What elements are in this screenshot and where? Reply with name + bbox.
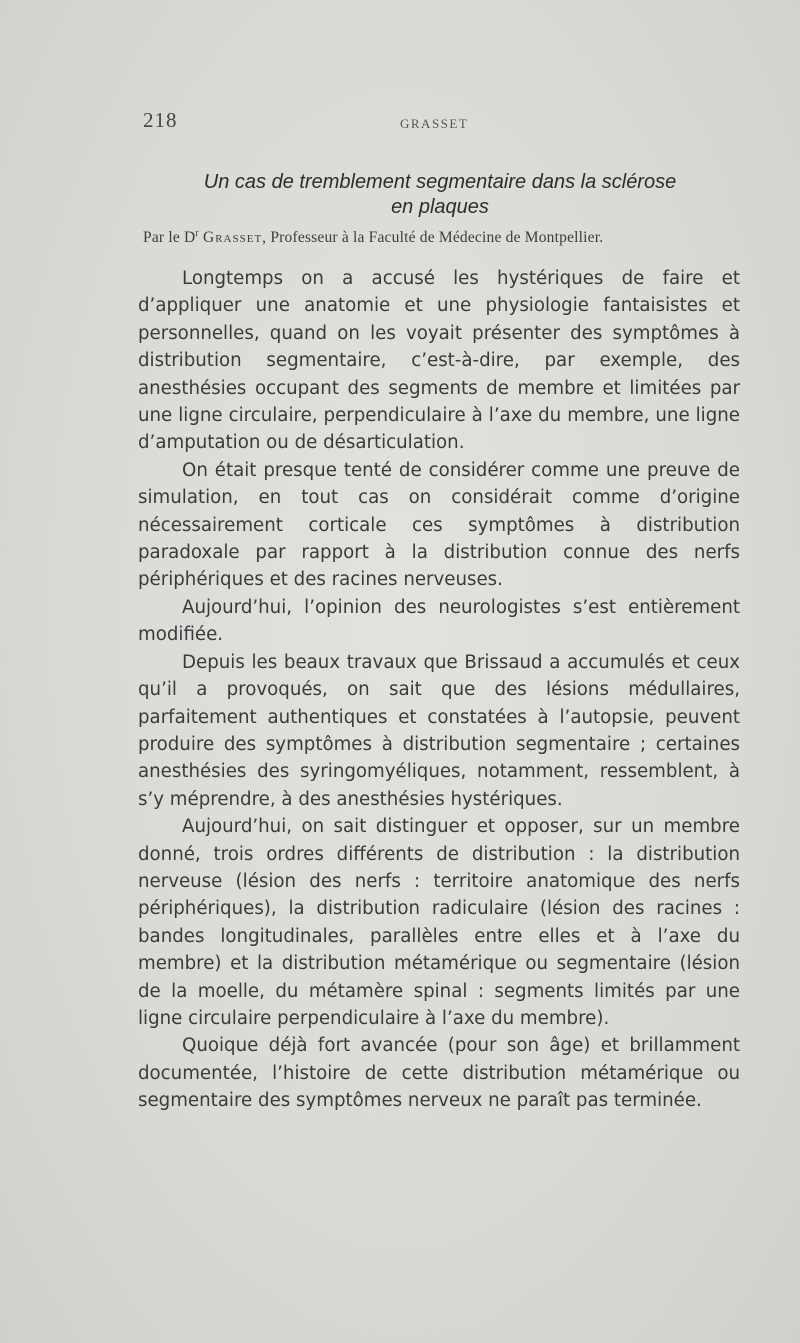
byline-affiliation: , Professeur à la Faculté de Médecine de Montpellier. [262,229,604,247]
paragraph: Longtemps on a accusé les hystériques de faire et d’appliquer une anatomie et une physiologie fantaisistes et personnelles, quand on les voyait présenter des symptômes à distribution segmentaire, c’est-à-dire, par exemple, des anesthésies occupant des segments de membre et limitées par une ligne circulaire, perpendiculaire à l’axe du membre, une ligne d’amputation ou de désarticulation. [138,268,740,454]
running-title: GRASSET [400,116,469,131]
running-head [143,108,743,134]
article-title-line-2: en plaques [391,196,489,218]
paragraph: Aujourd’hui, on sait distinguer et opposer, sur un membre donné, trois ordres différents de distribution : la distribution nerveuse (lésion des nerfs : territoire anatomique des nerfs périphériques), la distribution radiculaire (lésion des racines : bandes longitudinales, parallèles entre elles et à l’axe du membre) et la distribution métamérique ou segmentaire (lésion de la moelle, du métamère spinal : segments limités par une ligne circulaire perpendiculaire à l’axe du membre). [138,816,740,1029]
byline-superscript: r [195,228,199,239]
page-number: 218 [143,108,178,132]
article-body [138,265,740,1115]
paragraph: On était presque tenté de considérer comme une preuve de simulation, en tout cas on considérait comme d’origine nécessairement corticale ces symptômes à distribution paradoxale par rapport à la distribution connue des nerfs périphériques et des racines nerveuses. [138,459,740,591]
paragraph: Quoique déjà fort avancée (pour son âge) et brillamment documentée, l’histoire de cette distribution métamérique ou segmentaire des symptômes nerveux ne paraît pas terminée. [138,1035,740,1112]
paragraph: Aujourd’hui, l’opinion des neurologistes s’est entièrement modifiée. [138,596,740,646]
byline-author: Grasset [203,229,263,247]
byline-prefix: Par le D [143,229,196,247]
paragraph: Depuis les beaux travaux que Brissaud a accumulés et ceux qu’il a provoqués, on sait que des lésions médullaires, parfaitement authentiques et constatées à l’autopsie, peuvent produire des symptômes à distribution segmentaire ; certaines anesthésies des syringomyéliques, notamment, ressemblent, à s’y méprendre, à des anesthésies hystériques. [138,651,740,810]
byline [143,228,743,247]
article-title [140,170,740,220]
article-title-line-1: Un cas de tremblement segmentaire dans la sclérose [203,171,677,193]
